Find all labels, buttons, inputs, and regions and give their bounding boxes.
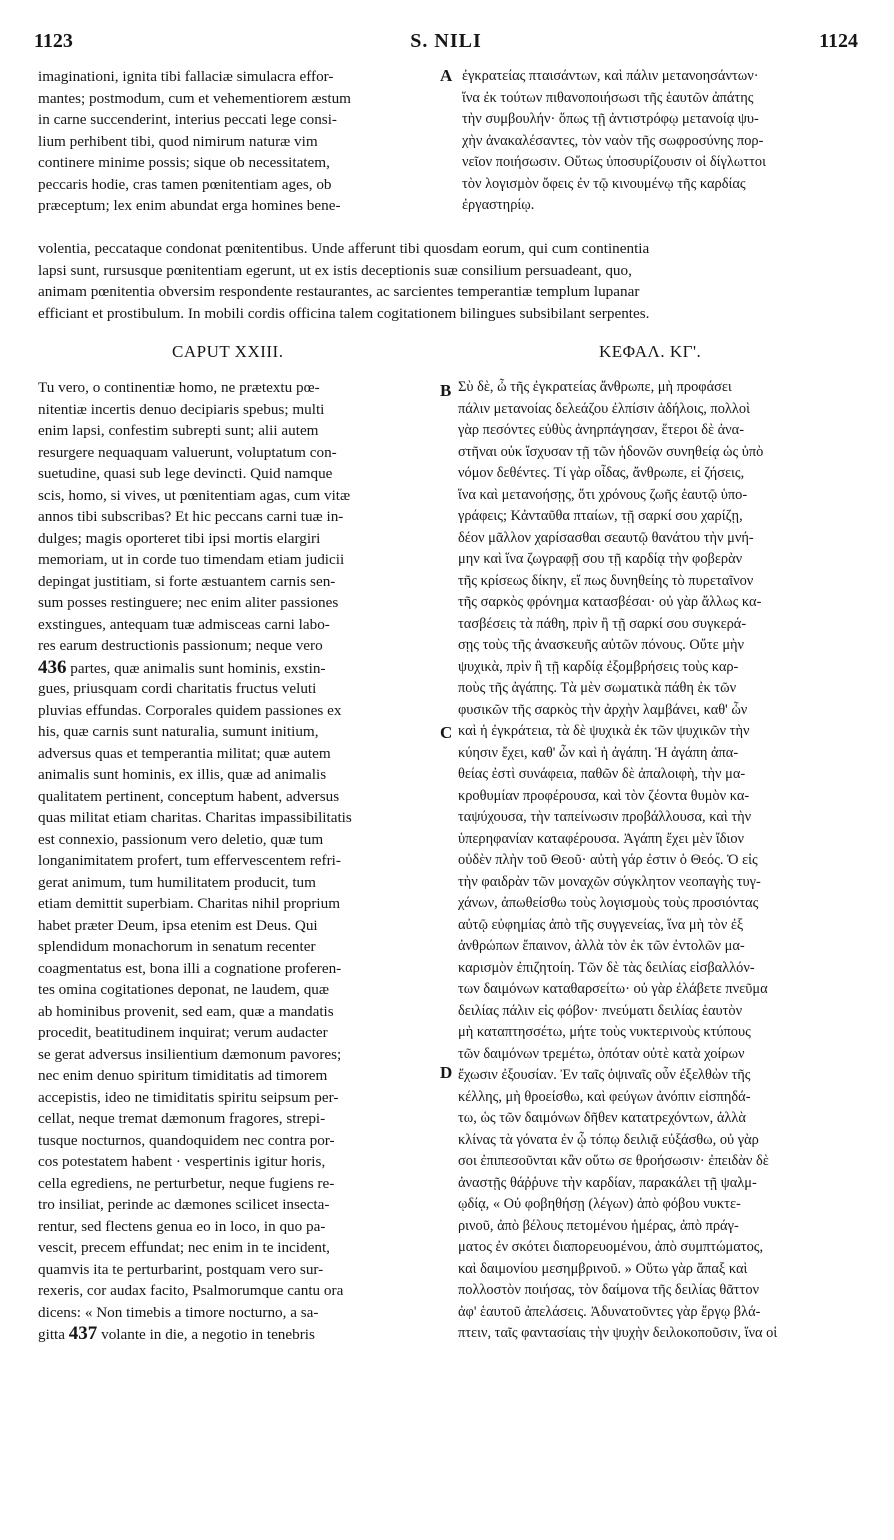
- text-line: τὴν συμβουλήν· ὅπως τῇ ἀντιστρόφῳ μετανοίᾳ ψυ-: [462, 111, 759, 127]
- text-line: [38, 1323, 442, 1345]
- top-full-width-paragraph: [38, 238, 858, 324]
- text-line: depingat justitiam, si forte æstuantem carnis sen-: [38, 572, 336, 590]
- text-line: mantes; postmodum, cum et vehementiorem æstum: [38, 89, 351, 107]
- page-reference-number: 436: [38, 656, 67, 678]
- text-line: quamvis ita te perturbarint, postquam vero sur-: [38, 1260, 324, 1278]
- text-line: res earum destructionis passionum; neque vero: [38, 637, 323, 654]
- text-line: animalis sunt hominis, ex illis, quæ ad animalis: [38, 766, 327, 783]
- text-line: δέον μᾶλλον χαρίσασθαι σεαυτῷ θανάτου τὴν μνή-: [458, 529, 754, 546]
- text-line: τὸν λογισμὸν ὄφεις ἐν τῷ κινουμένῳ τῆς καρδίας: [462, 175, 746, 192]
- greek-column: [458, 377, 860, 1345]
- chapter-heading-greek: ΚΕΦΑΛ. ΚΓ'.: [599, 342, 702, 361]
- text-line: φυσικῶν τῆς σαρκὸς τὴν ἀρχὴν λαμβάνει, καθ' ὧν: [458, 701, 748, 718]
- text-line: enim lapsi, confestim subrepti sunt; alii autem: [38, 422, 319, 439]
- text-line: pluvias effundas. Corporales quidem passiones ex: [38, 701, 342, 719]
- text-line: in carne succenderint, interius peccati lege consi-: [38, 111, 337, 128]
- text-line: tes omina cogitationes deponat, ne laudem, quæ: [38, 981, 330, 998]
- text-line: γράφεις; Κἀνταῦθα πταίων, τῇ σαρκί σου χαρίζῃ,: [458, 508, 743, 524]
- text-line: καὶ ἡ ἐγκράτεια, τὰ δὲ ψυχικὰ ἐκ τῶν ψυχικῶν τὴν: [458, 723, 750, 739]
- text-line: κέλλης, μὴ θροείσθω, καὶ φεύγων ἀνόπιν εἰσπηδά-: [458, 1088, 751, 1105]
- text-line: νεῖον ποιήσωσιν. Οὕτως ὑποσυρίζουσιν οἱ δίγλωττοι: [462, 154, 766, 170]
- text-line: κλίνας τὰ γόνατα ἐν ᾧ τόπῳ δειλιᾷ εὐξάσθω, οὐ γὰρ: [458, 1131, 759, 1148]
- text-line: Tu vero, o continentiæ homo, ne prætextu pœ-: [38, 379, 320, 396]
- text-line: splendidum monachorum in senatum recenter: [38, 938, 316, 955]
- page-reference-number: 437: [68, 1323, 98, 1344]
- text-line: qualitatem pertinent, conceptum habent, adversus: [38, 787, 340, 805]
- text-line: dicens: « Non timebis a timore nocturno, a sa-: [38, 1303, 319, 1321]
- text-line: est connexio, passionum vero deletio, quæ tum: [38, 830, 324, 848]
- text-line: ἀφ' ἑαυτοῦ ἀπελάσεις. Ἀδυνατοῦντες γὰρ ἔργῳ βλά-: [458, 1303, 761, 1320]
- text-line: nitentiæ incertis denuo decipiaris spebus; multi: [38, 400, 325, 418]
- text-line: cellat, neque tremat dæmonum fragores, strepi-: [38, 1110, 326, 1127]
- text-line: lium perhibent tibi, quod nimirum naturæ vim: [38, 132, 318, 150]
- text-line: animam pœnitentia obversim respondente restaurantes, ac sarcientes temperantiæ templum lupanar: [38, 283, 640, 300]
- text-line: σῃς τοὺς τῆς ἀνασκευῆς αὐτῶν πόνους. Οὔτε μὴν: [458, 637, 745, 653]
- text-fragment: volante in die, a negotio in tenebris: [101, 1326, 315, 1343]
- text-line: τω, ὡς τῶν δαιμόνων δῆθεν κατατρεχόντων, ἀλλὰ: [458, 1110, 746, 1126]
- text-line: δειλίας πάλιν εἰς φόβον· πνεύματι δειλίας ἑαυτὸν: [458, 1002, 743, 1019]
- page-number-right: 1124: [819, 30, 858, 52]
- text-line: πτειν, ταῖς φαντασίαις τὴν ψυχὴν δειλοκοποῦσιν, ἵνα οἱ: [458, 1325, 778, 1341]
- text-line: continere minime possis; sique ob necessitatem,: [38, 154, 330, 171]
- text-line: rentur, sed flectens genua eo in loco, in quo pa-: [38, 1217, 326, 1235]
- text-line: τὴν φαιδρὰν τῶν μοναχῶν σύγκλητον νεοπαγὴς τυγ-: [458, 873, 761, 890]
- text-line: τασβέσεις τὰ πάθη, πρὶν ἢ τῇ σαρκί σου συγκερά-: [458, 615, 747, 632]
- margin-marker-c: C: [440, 723, 453, 742]
- text-line: efficiant et prostibulum. In mobili cordis officina talem cogitationem bilingues subsibilant serpentes.: [38, 304, 650, 322]
- margin-marker-a: A: [440, 66, 453, 85]
- text-line: cos potestatem habent · vespertinis igitur horis,: [38, 1153, 326, 1170]
- text-line: οὐδὲν πλὴν τοῦ Θεοῦ· αὐτὴ γάρ ἐστιν ὁ Θεός. Ὁ εἰς: [458, 852, 758, 868]
- text-line: ἀνθρώπων ἔπαινον, ἀλλὰ τὸν ἐκ τῶν ἐντολῶν μα-: [458, 938, 745, 954]
- text-line: imaginationi, ignita tibi fallaciæ simulacra effor-: [38, 68, 334, 85]
- text-line: lapsi sunt, rursusque pœnitentiam egerunt, ut ex istis deceptionis suæ consilium persuadeant, quo,: [38, 261, 632, 279]
- text-line: ἐργαστηρίῳ.: [462, 197, 535, 213]
- text-line: ἀναστῇς θάῤῥυνε τὴν καρδίαν, παρακάλει τῇ ψαλμ-: [458, 1174, 757, 1191]
- text-line: dulges; magis oporteret tibi ipsi mortis elargiri: [38, 529, 321, 547]
- text-line: Σὺ δὲ, ὦ τῆς ἐγκρατείας ἄνθρωπε, μὴ προφάσει: [458, 379, 732, 395]
- text-line: ἵνα καὶ μετανοήσῃς, ὅτι χρόνους ζωῆς ἑαυτῷ ὑπο-: [458, 486, 748, 503]
- text-line: gues, priusquam cordi charitatis fructus veluti: [38, 680, 317, 697]
- text-line: τῆς κρίσεως δίκην, εἴ πως δυνηθείης τὸ πυρεταῖνον: [458, 572, 754, 589]
- text-line: των δαιμόνων καταθαρσείτω· οὐ γὰρ ἐλάβετε πνεῦμα: [458, 981, 768, 997]
- text-line: ῳδίᾳ, « Οὐ φοβηθήσῃ (λέγων) ἀπὸ φόβου νυκτε-: [458, 1196, 741, 1212]
- chapter-heading-latin: CAPUT XXIII.: [172, 342, 284, 361]
- text-fragment: gitta: [38, 1326, 65, 1343]
- text-line: nec enim denuo spiritum timiditatis ad timorem: [38, 1067, 328, 1084]
- text-line: exstingues, antequam tuæ admisceas carni labo-: [38, 615, 330, 633]
- text-fragment: partes, quæ animalis sunt hominis, exstin-: [70, 659, 326, 677]
- text-line: coagmentatus est, bona illi a cognatione proferen-: [38, 959, 342, 977]
- text-line: peccaris hodie, cras tamen pœnitentiam ages, ob: [38, 175, 332, 193]
- text-line: καὶ δαιμονίου μεσημβρινοῦ. » Οὕτω γὰρ ἅπαξ καὶ: [458, 1260, 748, 1277]
- text-line: his, quæ carnis sunt naturalia, sumunt initium,: [38, 723, 319, 740]
- text-line: tro insiliat, perinde ac dæmones scilicet insecta-: [38, 1196, 330, 1213]
- text-line: χάνων, ἀπωθείσθω τοὺς λογισμοὺς τοὺς προσιόντας: [458, 895, 759, 911]
- text-line: ρινοῦ, ἀπὸ βέλους πετομένου ἡμέρας, ἀπὸ πράγ-: [458, 1217, 739, 1234]
- text-line: ὑπερηφανίαν καταφέρουσα. Ἀγάπη ἔχει μὲν ἴδιον: [458, 830, 745, 847]
- text-line: ψυχικὰ, πρὶν ἢ τῇ καρδίᾳ ἐξομβρήσεις τοὺς καρ-: [458, 658, 739, 675]
- text-line: scis, homo, si vives, ut pœnitentiam agas, cum vitæ: [38, 486, 351, 504]
- text-line: sum posses restinguere; nec enim aliter passiones: [38, 594, 339, 611]
- text-line: resurgere nequaquam valuerunt, voluptatum con-: [38, 443, 337, 461]
- text-line: [38, 657, 442, 679]
- text-line: κροθυμίαν προφέρουσα, καὶ τὸν ζέοντα θυμὸν κα-: [458, 787, 750, 804]
- text-line: præceptum; lex enim abundat erga homines bene-: [38, 197, 341, 214]
- text-line: suetudine, quasi sub lege devincti. Quid namque: [38, 465, 333, 482]
- text-line: ab hominibus provenit, sed eam, quæ a mandatis: [38, 1002, 334, 1020]
- text-line: cella egrediens, ne perturbetur, neque fugiens re-: [38, 1174, 335, 1192]
- text-line: θείας ἐστὶ συνάφεια, παθῶν δὲ ἀπαλοιφὴ, τὴν μα-: [458, 766, 746, 782]
- top-greek-column: [462, 66, 858, 217]
- text-line: ἵνα ἐκ τούτων πιθανοποιήσωσι τῆς ἑαυτῶν ἀπάτης: [462, 89, 754, 106]
- text-line: rexeris, cor audax facito, Psalmorumque cantu ora: [38, 1282, 344, 1299]
- text-line: νόμον δεθέντες. Τί γὰρ οἶδας, ἄνθρωπε, εἰ ζήσεις,: [458, 465, 745, 481]
- page-number-left: 1123: [34, 30, 73, 52]
- margin-marker-b: B: [440, 381, 452, 400]
- text-line: etiam demittit superbiam. Charitas nihil proprium: [38, 895, 341, 912]
- text-line: gerat animum, tum humilitatem producit, tum: [38, 873, 316, 891]
- text-line: τῶν δαιμόνων τρεμέτω, ὁπόταν οὐτὲ κατὰ χοίρων: [458, 1045, 745, 1062]
- latin-column: [38, 377, 442, 1345]
- page-header: [34, 30, 858, 60]
- text-line: ἐγκρατείας πταισάντων, καὶ πάλιν μετανοησάντων·: [462, 68, 759, 84]
- text-line: ταψύχουσα, τὴν ταπείνωσιν προβάλλουσα, καὶ τὴν: [458, 809, 752, 825]
- running-title: S. NILI: [410, 30, 482, 52]
- text-line: habet præter Deum, ipsa etenim est Deus. Qui: [38, 916, 318, 934]
- text-line: memoriam, ut in corde tuo timendam etiam judicii: [38, 551, 345, 568]
- text-line: μὴ καταπτησσέτω, μήτε τοὺς νυκτερινοὺς κτύπους: [458, 1024, 751, 1040]
- margin-marker-d: D: [440, 1063, 453, 1082]
- text-line: quas militat etiam charitas. Charitas impassibilitatis: [38, 809, 352, 826]
- text-line: κύησιν ἔχει, καθ' ὧν καὶ ἡ ἀγάπη. Ἡ ἀγάπη ἀπα-: [458, 744, 739, 761]
- text-line: ματος ἐν σκότει διαπορευομένου, ἀπὸ συμπτώματος,: [458, 1239, 764, 1255]
- text-line: adversus quas et temperantia militat; quæ autem: [38, 744, 331, 762]
- text-line: αὐτῷ εὐφημίας ἀπὸ τῆς συγγενείας, ἵνα μὴ τὸν ἐξ: [458, 916, 744, 933]
- text-line: tusque nocturnos, quandoquidem nec contra por-: [38, 1131, 335, 1149]
- top-latin-column: [38, 66, 434, 217]
- text-line: accepistis, ideo ne timiditatis spiritu seipsum per-: [38, 1088, 339, 1106]
- text-line: longanimitatem profert, tum effervescentem refri-: [38, 852, 341, 869]
- text-line: πολλοστὸν ποιήσας, τὸν δαίμονα τῆς δειλίας θᾶττον: [458, 1282, 760, 1298]
- text-line: τῆς σαρκὸς φρόνημα κατασβέσαι· οὐ γὰρ ἄλλως κα-: [458, 594, 762, 610]
- text-line: ποὺς τῆς ἀγάπης. Τὰ μὲν σωματικὰ πάθη ἐκ τῶν: [458, 680, 737, 696]
- text-line: μην καὶ ἵνα ζωγραφῇ σου τῇ καρδίᾳ τὴν φοβερὰν: [458, 551, 743, 567]
- text-line: καρισμὸν ἐπιζητοίη. Τῶν δὲ τὰς δειλίας εἰσβαλλόν-: [458, 959, 755, 976]
- text-line: procedit, beatitudinem inquirat; verum audacter: [38, 1024, 328, 1041]
- text-line: γὰρ πεσόντες εὐθὺς ἀνηρπάγησαν, ἕτεροι δὲ ἀνα-: [458, 422, 745, 438]
- text-line: volentia, peccataque condonat pœnitentibus. Unde afferunt tibi quosdam eorum, qui cum continentia: [38, 240, 650, 257]
- text-line: se gerat adversus insilientium dæmonum pavores;: [38, 1045, 342, 1063]
- text-line: χὴν ἀνακαλέσαντες, τὸν ναὸν τῆς σωφροσύνης πορ-: [462, 132, 764, 149]
- text-line: πάλιν μετανοίας δελεάζου ἐλπίσιν ἀδήλοις, πολλοὶ: [458, 400, 750, 417]
- text-line: στῆναι οὐκ ἴσχυσαν τῇ τῶν ἡδονῶν συνηθείᾳ ὡς ὑπὸ: [458, 443, 764, 460]
- text-line: vescit, precem effundat; nec enim in te incident,: [38, 1239, 330, 1256]
- text-line: annos tibi subscribas? Et hic peccans carni tuæ in-: [38, 508, 344, 525]
- text-line: σοι ἐπιπεσοῦνται κἂν οὕτω σε θροήσωσιν· ἐπειδὰν δὲ: [458, 1153, 769, 1169]
- text-line: ἔχωσιν ἐξουσίαν. Ἐν ταῖς ὀψιναῖς οὖν ἐξελθὼν τῆς: [458, 1067, 751, 1083]
